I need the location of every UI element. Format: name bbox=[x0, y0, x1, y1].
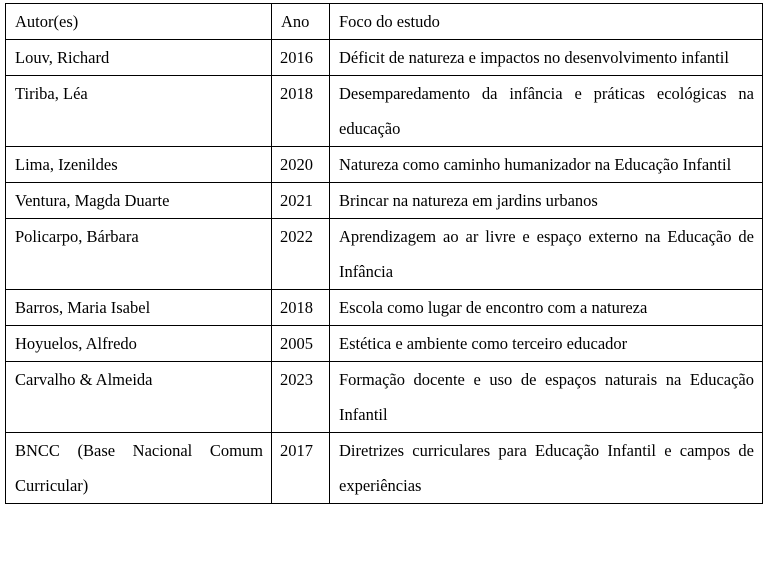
table-row bbox=[6, 433, 763, 504]
cell-year: 2005 bbox=[272, 326, 330, 362]
table-row bbox=[6, 147, 763, 183]
cell-author: Tiriba, Léa bbox=[6, 76, 272, 147]
table-row bbox=[6, 219, 763, 290]
header-year: Ano bbox=[272, 4, 330, 40]
header-author: Autor(es) bbox=[6, 4, 272, 40]
cell-year: 2023 bbox=[272, 362, 330, 433]
table-row bbox=[6, 40, 763, 76]
cell-year: 2016 bbox=[272, 40, 330, 76]
cell-author: Lima, Izenildes bbox=[6, 147, 272, 183]
cell-author: Carvalho & Almeida bbox=[6, 362, 272, 433]
cell-focus: Estética e ambiente como terceiro educador bbox=[330, 326, 763, 362]
cell-author: Hoyuelos, Alfredo bbox=[6, 326, 272, 362]
cell-focus: Brincar na natureza em jardins urbanos bbox=[330, 183, 763, 219]
table-row bbox=[6, 183, 763, 219]
cell-author: Ventura, Magda Duarte bbox=[6, 183, 272, 219]
cell-year: 2022 bbox=[272, 219, 330, 290]
cell-author: Louv, Richard bbox=[6, 40, 272, 76]
cell-focus: Aprendizagem ao ar livre e espaço externo na Educação de Infância bbox=[330, 219, 763, 290]
cell-author: BNCC (Base Nacional Comum Curricular) bbox=[6, 433, 272, 504]
cell-author: Policarpo, Bárbara bbox=[6, 219, 272, 290]
table-row bbox=[6, 362, 763, 433]
cell-year: 2018 bbox=[272, 76, 330, 147]
header-focus: Foco do estudo bbox=[330, 4, 763, 40]
cell-focus: Diretrizes curriculares para Educação Infantil e campos de experiências bbox=[330, 433, 763, 504]
cell-year: 2021 bbox=[272, 183, 330, 219]
table-header-row bbox=[6, 4, 763, 40]
cell-focus: Formação docente e uso de espaços naturais na Educação Infantil bbox=[330, 362, 763, 433]
cell-focus: Escola como lugar de encontro com a natureza bbox=[330, 290, 763, 326]
cell-year: 2020 bbox=[272, 147, 330, 183]
cell-year: 2018 bbox=[272, 290, 330, 326]
studies-table bbox=[5, 3, 763, 504]
cell-focus: Déficit de natureza e impactos no desenvolvimento infantil bbox=[330, 40, 763, 76]
table-row bbox=[6, 290, 763, 326]
cell-year: 2017 bbox=[272, 433, 330, 504]
table-row bbox=[6, 326, 763, 362]
cell-focus: Natureza como caminho humanizador na Educação Infantil bbox=[330, 147, 763, 183]
table-row bbox=[6, 76, 763, 147]
cell-author: Barros, Maria Isabel bbox=[6, 290, 272, 326]
cell-focus: Desemparedamento da infância e práticas ecológicas na educação bbox=[330, 76, 763, 147]
